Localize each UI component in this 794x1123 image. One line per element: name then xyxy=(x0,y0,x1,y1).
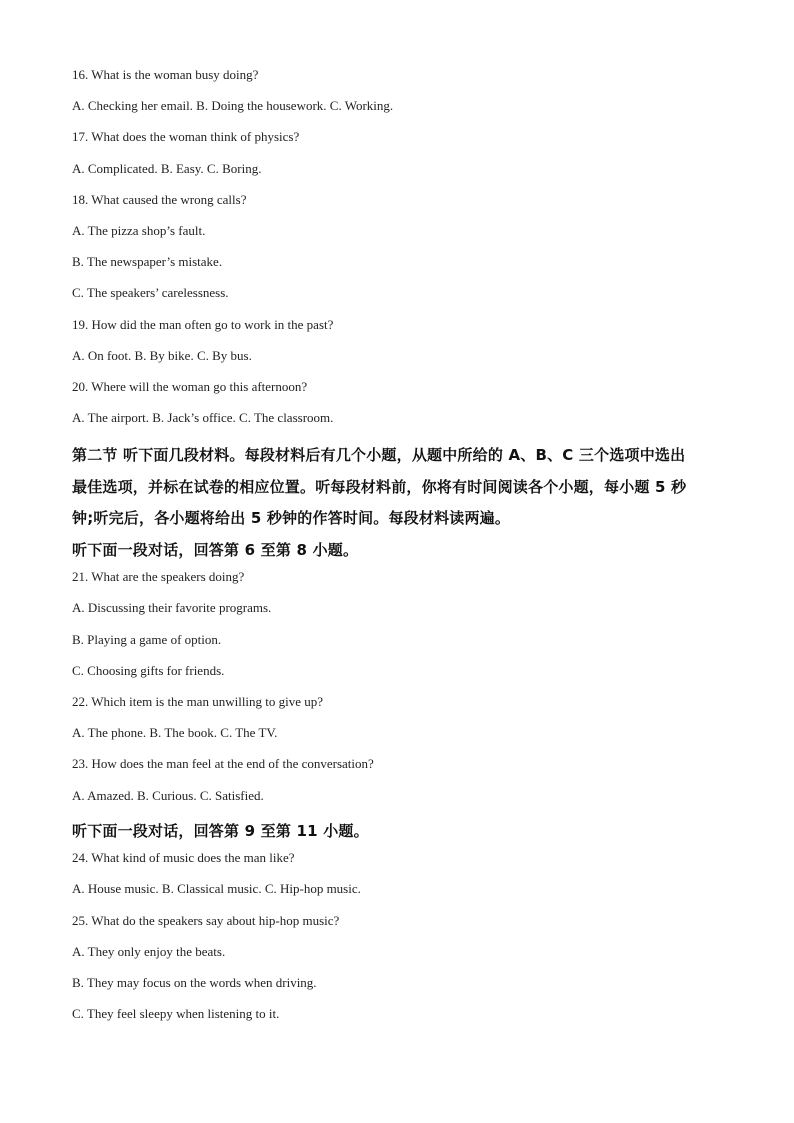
option-18b: B. The newspaper’s mistake. xyxy=(72,254,223,270)
dialog1-questions xyxy=(72,566,732,816)
options-19: A. On foot. B. By bike. C. By bus. xyxy=(72,347,252,363)
dialog1-heading: 听下面一段对话，回答第 6 至第 8 小题。 xyxy=(72,540,359,559)
question-21: 21. What are the speakers doing? xyxy=(72,569,245,585)
option-18a: A. The pizza shop’s fault. xyxy=(72,222,206,238)
section2-heading-line-2: 最佳选项，并标在试卷的相应位置。听每段材料前，你将有时间阅读各个小题，每小题 5 秒 xyxy=(72,477,687,496)
section1-questions xyxy=(72,64,732,438)
option-21a: A. Discussing their favorite programs. xyxy=(72,600,272,616)
question-20: 20. Where will the woman go this afternoon? xyxy=(72,378,308,394)
exam-page xyxy=(72,64,732,1034)
option-21c: C. Choosing gifts for friends. xyxy=(72,662,225,678)
question-16: 16. What is the woman busy doing? xyxy=(72,67,259,82)
dialog2-questions xyxy=(72,847,732,1034)
section2-instructions xyxy=(72,440,732,566)
options-20: A. The airport. B. Jack’s office. C. The classroom. xyxy=(72,410,334,426)
options-16: A. Checking her email. B. Doing the housework. C. Working. xyxy=(72,98,394,114)
dialog2-heading: 听下面一段对话，回答第 9 至第 11 小题。 xyxy=(72,821,369,840)
question-22: 22. Which item is the man unwilling to give up? xyxy=(72,694,324,709)
section2-heading-line-3: 钟;听完后，各小题将给出 5 秒钟的作答时间。每段材料读两遍。 xyxy=(72,509,511,528)
option-18c: C. The speakers’ carelessness. xyxy=(72,285,229,301)
question-23: 23. How does the man feel at the end of the conversation? xyxy=(72,756,374,772)
options-17: A. Complicated. B. Easy. C. Boring. xyxy=(72,160,262,176)
options-23: A. Amazed. B. Curious. C. Satisfied. xyxy=(72,787,264,803)
question-17: 17. What does the woman think of physics? xyxy=(72,129,300,145)
option-25a: A. They only enjoy the beats. xyxy=(72,943,226,959)
option-25c: C. They feel sleepy when listening to it. xyxy=(72,1006,280,1022)
section2-heading-line-1: 第二节 听下面几段材料。每段材料后有几个小题，从题中所给的 A、B、C 三个选项中选出 xyxy=(72,446,686,465)
question-19: 19. How did the man often go to work in the past? xyxy=(72,316,334,332)
options-24: A. House music. B. Classical music. C. Hip-hop music. xyxy=(72,881,361,897)
options-22: A. The phone. B. The book. C. The TV. xyxy=(72,725,278,741)
option-21b: B. Playing a game of option. xyxy=(72,631,222,647)
option-25b: B. They may focus on the words when driving. xyxy=(72,975,317,990)
question-18: 18. What caused the wrong calls? xyxy=(72,191,247,207)
question-25: 25. What do the speakers say about hip-hop music? xyxy=(72,912,340,928)
question-24: 24. What kind of music does the man like? xyxy=(72,850,295,866)
